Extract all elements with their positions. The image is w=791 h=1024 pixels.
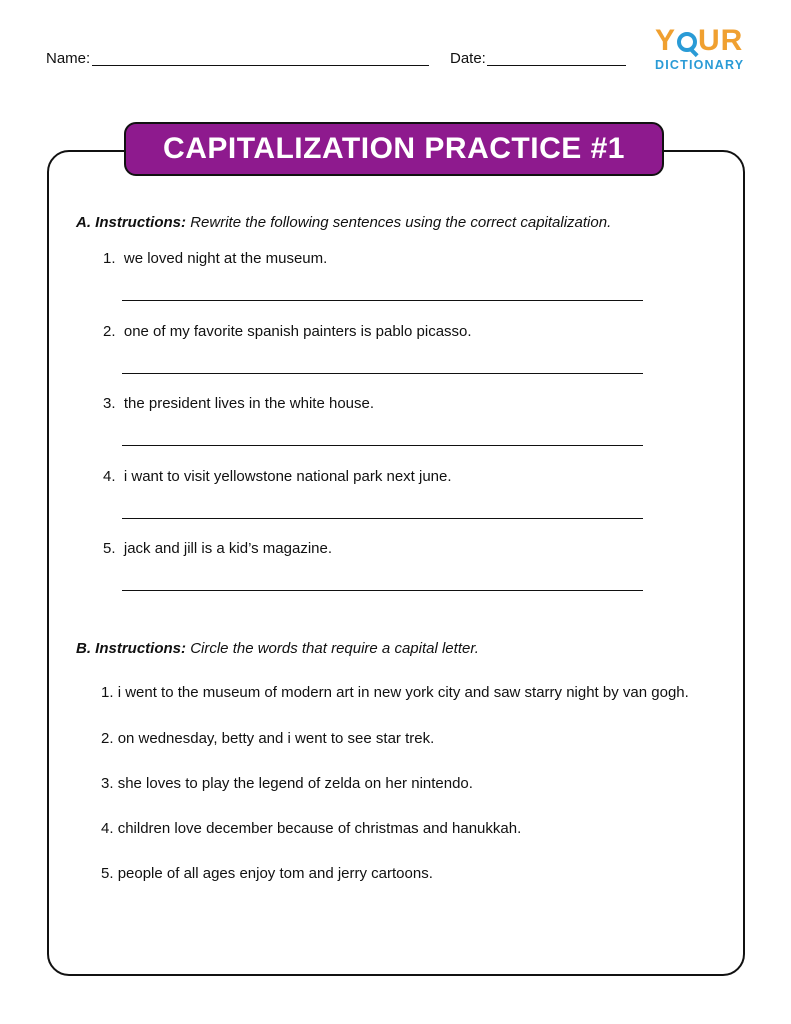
item-number: 3. [101,775,114,792]
item-number: 1. [103,250,116,267]
section-b-label: B. Instructions: [76,640,187,657]
item-text: the president lives in the white house. [123,395,375,412]
section-a-label: A. Instructions: [76,214,187,231]
item-text: i want to visit yellowstone national park next june. [123,468,452,485]
date-label: Date: [450,50,486,67]
list-item [103,323,472,340]
yourdictionary-logo [655,26,750,72]
name-field-line[interactable] [92,65,429,66]
section-a-instructions [76,214,611,231]
item-text: jack and jill is a kid’s magazine. [123,540,333,557]
item-number: 1. [101,684,114,701]
date-field-line[interactable] [487,65,626,66]
item-text: we loved night at the museum. [123,250,328,267]
answer-line[interactable] [122,590,643,591]
name-label: Name: [46,50,91,67]
list-item [101,775,473,792]
item-number: 5. [103,540,116,557]
worksheet-frame [47,150,745,976]
item-text: on wednesday, betty and i went to see star trek. [117,730,435,747]
answer-line[interactable] [122,300,643,301]
section-b-text: Circle the words that require a capital letter. [190,640,479,657]
page-title: CAPITALIZATION PRACTICE #1 [124,122,664,176]
item-text: she loves to play the legend of zelda on her nintendo. [117,775,473,792]
list-item [101,820,521,837]
item-text: children love december because of christmas and hanukkah. [117,820,522,837]
item-number: 2. [101,730,114,747]
answer-line[interactable] [122,445,643,446]
answer-line[interactable] [122,373,643,374]
item-number: 4. [103,468,116,485]
answer-line[interactable] [122,518,643,519]
list-item [103,250,327,267]
list-item [101,865,433,882]
item-number: 2. [103,323,116,340]
list-item [103,540,332,557]
item-text: people of all ages enjoy tom and jerry cartoons. [117,865,433,882]
item-number: 5. [101,865,114,882]
item-text: one of my favorite spanish painters is pablo picasso. [123,323,472,340]
list-item [103,395,374,412]
item-text: i went to the museum of modern art in new york city and saw starry night by van gogh. [117,684,689,701]
list-item [103,468,452,485]
section-a-text: Rewrite the following sentences using the correct capitalization. [190,214,612,231]
item-number: 4. [101,820,114,837]
list-item [101,684,689,701]
logo-wordmark: Y UR [655,24,744,57]
magnifier-icon [677,32,697,52]
list-item [101,730,434,747]
section-b-instructions [76,640,479,657]
item-number: 3. [103,395,116,412]
logo-dictionary-text: DICTIONARY [655,58,745,72]
